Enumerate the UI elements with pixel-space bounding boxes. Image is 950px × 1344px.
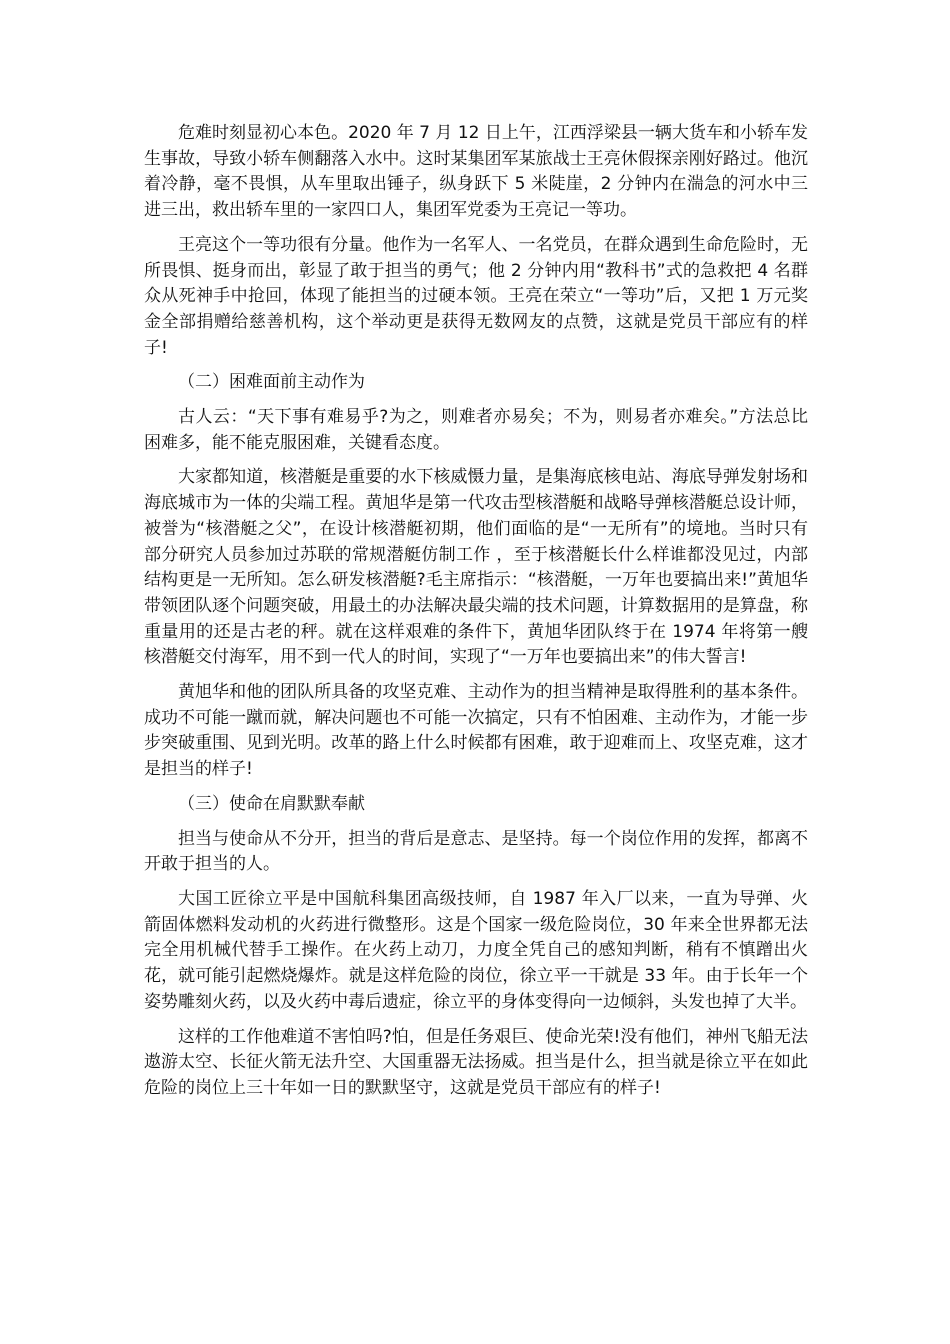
document-page: [144, 121, 808, 1111]
paragraph-nuclear-submarine: 大家都知道，核潜艇是重要的水下核威慑力量，是集海底核电站、海底导弹发射场和海底城市为一体的尖端工程。黄旭华是第一代攻击型核潜艇和战略导弹核潜艇总设计师，被誉为“核潜艇之父”，在设计核潜艇初期，他们面临的是“一无所有”的境地。当时只有部分研究人员参加过苏联的常规潜艇仿制工作 ，至于核潜艇长什么样谁都没见过，内部结构更是一无所知。怎么研发核潜艇?毛主席指示：“核潜艇，一万年也要搞出来!”黄旭华带领团队逐个问题突破，用最土的办法解决最尖端的技术问题，计算数据用的是算盘，称重量用的还是古老的秤。就在这样艰难的条件下，黄旭华团队终于在 1974 年将第一艘核潜艇交付海军，用不到一代人的时间，实现了“一万年也要搞出来”的伟大誓言!: [144, 467, 808, 668]
paragraph-xu-liping-dedication: 这样的工作他难道不害怕吗?怕，但是任务艰巨、使命光荣!没有他们，神州飞船无法遨游太空、长征火箭无法升空、大国重器无法扬威。担当是什么，担当就是徐立平在如此危险的岗位上三十年如一日的默默坚守，这就是党员干部应有的样子!: [144, 1026, 808, 1098]
paragraph-huang-team-spirit: 黄旭华和他的团队所具备的攻坚克难、主动作为的担当精神是取得胜利的基本条件。成功不可能一蹴而就，解决问题也不可能一次搞定，只有不怕困难、主动作为，才能一步步突破重围、见到光明。改革的路上什么时候都有困难，敢于迎难而上、攻坚克难，这才是担当的样子!: [144, 682, 808, 780]
paragraph-xu-liping: 大国工匠徐立平是中国航科集团高级技师，自 1987 年入厂以来，一直为导弹、火箭固体燃料发动机的火药进行微整形。这是个国家一级危险岗位，30 年来全世界都无法完全用机械代替手工操作。在火药上动刀，力度全凭自己的感知判断，稍有不慎蹭出火花，就可能引起燃烧爆炸。就是这样危险的岗位，徐立平一干就是 33 年。由于长年一个姿势雕刻火药，以及火药中毒后遗症，徐立平的身体变得向一边倾斜，头发也掉了大半。: [144, 888, 808, 1012]
section-heading-2: （二）困难面前主动作为: [178, 372, 365, 393]
paragraph-wang-liang-merit: 王亮这个一等功很有分量。他作为一名军人、一名党员，在群众遇到生命危险时，无所畏惧、挺身而出，彰显了敢于担当的勇气；他 2 分钟内用“教科书”式的急救把 4 名群众从死神手中抢回，体现了能担当的过硬本领。王亮在荣立“一等功”后，又把 1 万元奖金全部捐赠给慈善机构，这个举动更是获得无数网友的点赞，这就是党员干部应有的样子!: [144, 234, 808, 358]
paragraph-mission: 担当与使命从不分开，担当的背后是意志、是坚持。每一个岗位作用的发挥，都离不开敢于担当的人。: [144, 828, 808, 875]
section-heading-3: （三）使命在肩默默奉献: [178, 793, 365, 814]
paragraph-wang-liang-rescue: 危难时刻显初心本色。2020 年 7 月 12 日上午，江西浮梁县一辆大货车和小轿车发生事故，导致小轿车侧翻落入水中。这时某集团军某旅战士王亮休假探亲刚好路过。他沉着冷静，毫不畏惧，从车里取出锤子，纵身跃下 5 米陡崖，2 分钟内在湍急的河水中三进三出，救出轿车里的一家四口人，集团军党委为王亮记一等功。: [144, 123, 808, 221]
paragraph-ancient-saying: 古人云：“天下事有难易乎?为之，则难者亦易矣；不为，则易者亦难矣。”方法总比困难多，能不能克服困难，关键看态度。: [144, 407, 808, 453]
